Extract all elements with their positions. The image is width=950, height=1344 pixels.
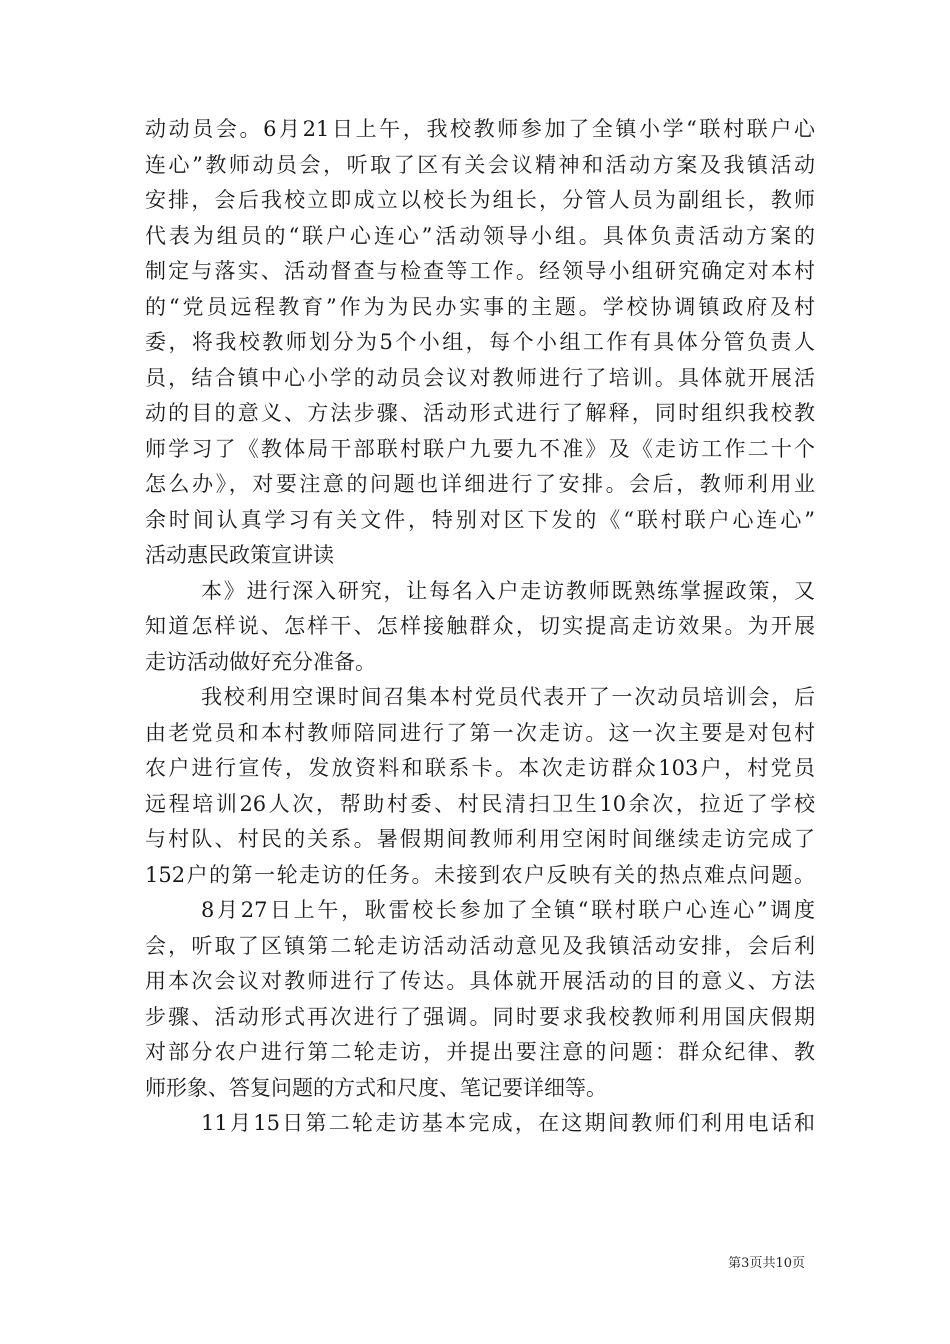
- text-line: 动的目的意义、方法步骤、活动形式进行了解释，同时组织我校教: [145, 401, 815, 425]
- text-line: 活动惠民政策宣讲读: [145, 543, 334, 567]
- page-number: 第3页共10页: [728, 1256, 805, 1271]
- text-line: 8月27日上午，耿雷校长参加了全镇“联村联户心连心”调度: [201, 898, 815, 922]
- text-line: 代表为组员的“联户心连心”活动领导小组。具体负责活动方案的: [145, 223, 815, 248]
- text-line: 余时间认真学习有关文件，特别对区下发的《“联村联户心连心”: [145, 507, 815, 532]
- text-line: 走访活动做好充分准备。: [145, 649, 376, 674]
- text-line: 与村队、村民的关系。暑假期间教师利用空闲时间继续走访完成了: [145, 827, 815, 851]
- text-line: 远程培训26人次，帮助村委、村民清扫卫生10余次，拉近了学校: [145, 791, 815, 816]
- text-line: 员，结合镇中心小学的动员会议对教师进行了培训。具体就开展活: [145, 365, 815, 390]
- text-line: 动动员会。6月21日上午，我校教师参加了全镇小学“联村联户心: [145, 117, 815, 141]
- text-line: 委，将我校教师划分为5个小组，每个小组工作有具体分管负责人: [145, 330, 815, 354]
- text-line: 由老党员和本村教师陪同进行了第一次走访。这一次主要是对包村: [145, 720, 815, 745]
- text-line: 连心”教师动员会，听取了区有关会议精神和活动方案及我镇活动: [145, 152, 815, 177]
- text-line: 用本次会议对教师进行了传达。具体就开展活动的目的意义、方法: [145, 969, 815, 993]
- text-line: 152户的第一轮走访的任务。未接到农户反映有关的热点难点问题。: [145, 862, 815, 887]
- text-line: 安排，会后我校立即成立以校长为组长，分管人员为副组长，教师: [145, 188, 815, 212]
- text-line: 本》进行深入研究，让每名入户走访教师既熟练掌握政策，又: [201, 578, 815, 603]
- text-line: 师学习了《教体局干部联村联户九要九不准》及《走访工作二十个: [145, 436, 815, 461]
- text-line: 会，听取了区镇第二轮走访活动活动意见及我镇活动安排，会后利: [145, 933, 815, 958]
- text-line: 怎么办》，对要注意的问题也详细进行了安排。会后，教师利用业: [145, 472, 815, 496]
- text-line: 师形象、答复问题的方式和尺度、笔记要详细等。: [145, 1075, 607, 1100]
- text-line: 的“党员远程教育”作为为民办实事的主题。学校协调镇政府及村: [145, 294, 815, 319]
- text-line: 对部分农户进行第二轮走访，并提出要注意的问题：群众纪律、教: [145, 1040, 815, 1064]
- text-line: 知道怎样说、怎样干、怎样接触群众，切实提高走访效果。为开展: [145, 614, 815, 638]
- text-line: 农户进行宣传，发放资料和联系卡。本次走访群众103户，村党员: [145, 756, 815, 780]
- text-line: 步骤、活动形式再次进行了强调。同时要求我校教师利用国庆假期: [145, 1004, 815, 1029]
- text-line: 11月15日第二轮走访基本完成，在这期间教师们利用电话和: [201, 1111, 815, 1135]
- text-line: 我校利用空课时间召集本村党员代表开了一次动员培训会，后: [201, 685, 815, 709]
- document-body: [145, 112, 815, 1142]
- text-line: 制定与落实、活动督查与检查等工作。经领导小组研究确定对本村: [145, 259, 815, 283]
